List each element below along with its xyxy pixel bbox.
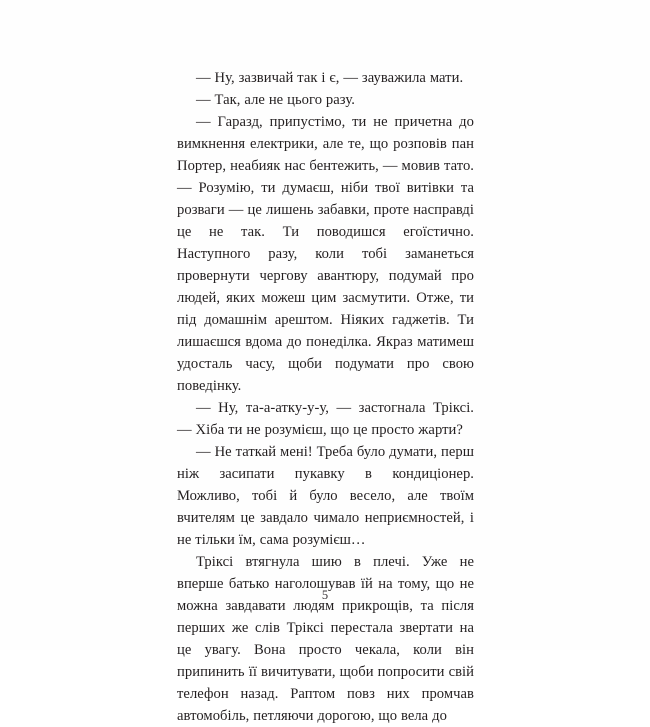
paragraph: — Не таткай мені! Треба було думати, перш ніж засипати пукавку в кондиціонер. Можливо, тобі й було весело, але твоїм вчителям це завдало чимало неприємностей, і не тільки їм, сама розумієш… xyxy=(177,444,474,548)
paragraph: — Ну, зазвичай так і є, — зауважила мати. xyxy=(196,70,464,86)
paragraph: — Ну, та-а-атку-у-у, — застогнала Тріксі. — Хіба ти не розумієш, що це просто жарти? xyxy=(177,400,474,438)
page-text-block xyxy=(177,67,474,727)
paragraph: — Гаразд, припустімо, ти не причетна до вимкнення електрики, але те, що розповів пан Портер, неабияк нас бентежить, — мовив тато. — Розумію, ти думаєш, ніби твої витівки та розваги — це лишень забавки, проте насправді це не так. Ти поводишся егоїстично. Наступного разу, коли тобі заманеться провернути чергову авантюру, подумай про людей, яких можеш цим засмутити. Отже, ти під домашнім арештом. Ніяких гаджетів. Ти лишаєшся вдома до понеділка. Якраз матимеш удосталь часу, щоби подумати про свою поведінку. xyxy=(177,114,474,394)
paragraph: Тріксі втягнула шию в плечі. Уже не вперше батько наголошував їй на тому, що не можна завдавати людям прикрощів, та після перших же слів Тріксі перестала звертати на це увагу. Вона просто чекала, коли він припинить її вичитувати, щоби попросити свій телефон назад. Раптом повз них промчав автомобіль, петляючи дорогою, що вела до xyxy=(177,554,474,724)
paragraph: — Так, але не цього разу. xyxy=(196,92,355,108)
page-number: 5 xyxy=(321,588,329,602)
